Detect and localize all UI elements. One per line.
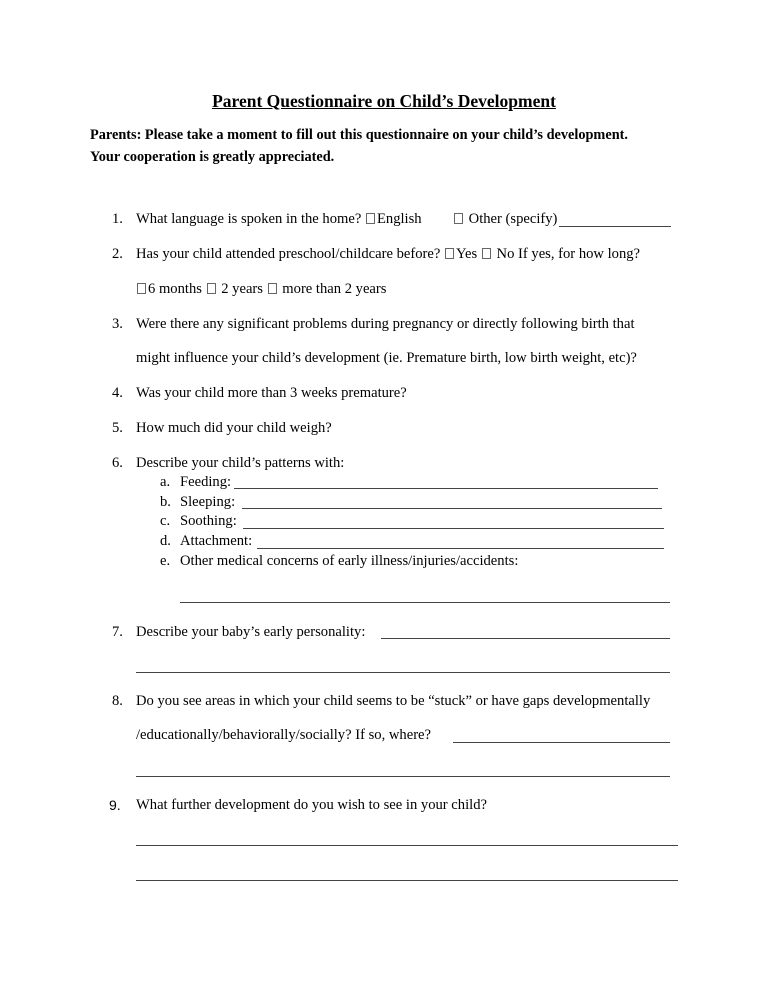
checkbox-6-months[interactable]	[137, 283, 146, 294]
question-text	[136, 211, 422, 228]
option-label-yes: Yes	[455, 246, 478, 262]
checkbox-yes[interactable]	[445, 248, 454, 259]
question-number: 2.	[112, 246, 123, 262]
sleeping-field[interactable]	[242, 508, 662, 509]
subitem-letter: a.	[160, 474, 171, 490]
checkbox-english[interactable]	[366, 213, 375, 224]
question-text: Describe your child’s patterns with:	[136, 455, 345, 471]
subitem-letter: e.	[160, 553, 171, 569]
other-medical-field[interactable]	[180, 602, 670, 603]
option-label-more-than-2-years: more than 2 years	[282, 281, 387, 297]
question-number: 3.	[112, 316, 123, 332]
subitem-attachment-label: Attachment:	[180, 533, 253, 549]
attachment-field[interactable]	[257, 548, 664, 549]
option-label-2-years: 2 years	[221, 281, 263, 297]
checkbox-other[interactable]	[454, 213, 463, 224]
subitem-letter: b.	[160, 494, 171, 510]
subitem-letter: c.	[160, 513, 171, 529]
further-development-field-line-1[interactable]	[136, 845, 678, 846]
option-label-no: No	[496, 246, 515, 262]
question-text: How much did your child weigh?	[136, 420, 332, 436]
other-specify-field[interactable]	[559, 226, 671, 227]
question-number: 4.	[112, 385, 123, 401]
checkbox-2-years[interactable]	[207, 283, 216, 294]
personality-field-line-2[interactable]	[136, 672, 670, 673]
duration-options	[136, 281, 386, 298]
question-number: 7.	[112, 624, 123, 640]
option-label-other: Other (specify)	[468, 211, 558, 227]
question-text: Describe your baby’s early personality:	[136, 624, 366, 640]
intro-line-1: Parents: Please take a moment to fill out this questionnaire on your child’s development.	[90, 127, 628, 143]
question-number: 1.	[112, 211, 123, 227]
gaps-field-line-2[interactable]	[136, 776, 670, 777]
further-development-field-line-2[interactable]	[136, 880, 678, 881]
checkbox-more-than-2-years[interactable]	[268, 283, 277, 294]
soothing-field[interactable]	[243, 528, 664, 529]
question-number: 9.	[109, 797, 121, 813]
option-label-english: English	[376, 211, 422, 227]
question-label: Has your child attended preschool/childcare before?	[136, 246, 441, 262]
subitem-soothing-label: Soothing:	[180, 513, 237, 529]
option-label-6-months: 6 months	[148, 281, 202, 297]
subitem-letter: d.	[160, 533, 171, 549]
followup-label: If yes, for how long?	[518, 246, 641, 262]
subitem-sleeping-label: Sleeping:	[180, 494, 236, 510]
question-text-line-2: /educationally/behaviorally/socially? If so, where?	[136, 727, 432, 743]
page-title: Parent Questionnaire on Child’s Development	[212, 91, 556, 111]
checkbox-no[interactable]	[482, 248, 491, 259]
intro-line-2: Your cooperation is greatly appreciated.	[90, 149, 335, 165]
question-text-line-1: Were there any significant problems during pregnancy or directly following birth that	[136, 316, 635, 332]
question-text: Was your child more than 3 weeks premature?	[136, 385, 407, 401]
question-text: What further development do you wish to see in your child?	[136, 797, 487, 813]
feeding-field[interactable]	[234, 488, 658, 489]
question-number: 6.	[112, 455, 123, 471]
question-text	[136, 246, 640, 263]
gaps-field-line-1[interactable]	[453, 742, 670, 743]
subitem-other-medical-label: Other medical concerns of early illness/injuries/accidents:	[180, 553, 519, 569]
option-other	[453, 211, 557, 228]
personality-field-line-1[interactable]	[381, 638, 670, 639]
question-text-line-2: might influence your child’s development (ie. Premature birth, low birth weight, etc)?	[136, 350, 637, 366]
subitem-feeding-label: Feeding:	[180, 474, 232, 490]
question-text-line-1: Do you see areas in which your child seems to be “stuck” or have gaps developmentally	[136, 693, 651, 709]
question-number: 8.	[112, 693, 123, 709]
question-number: 5.	[112, 420, 123, 436]
question-label: What language is spoken in the home?	[136, 211, 362, 227]
